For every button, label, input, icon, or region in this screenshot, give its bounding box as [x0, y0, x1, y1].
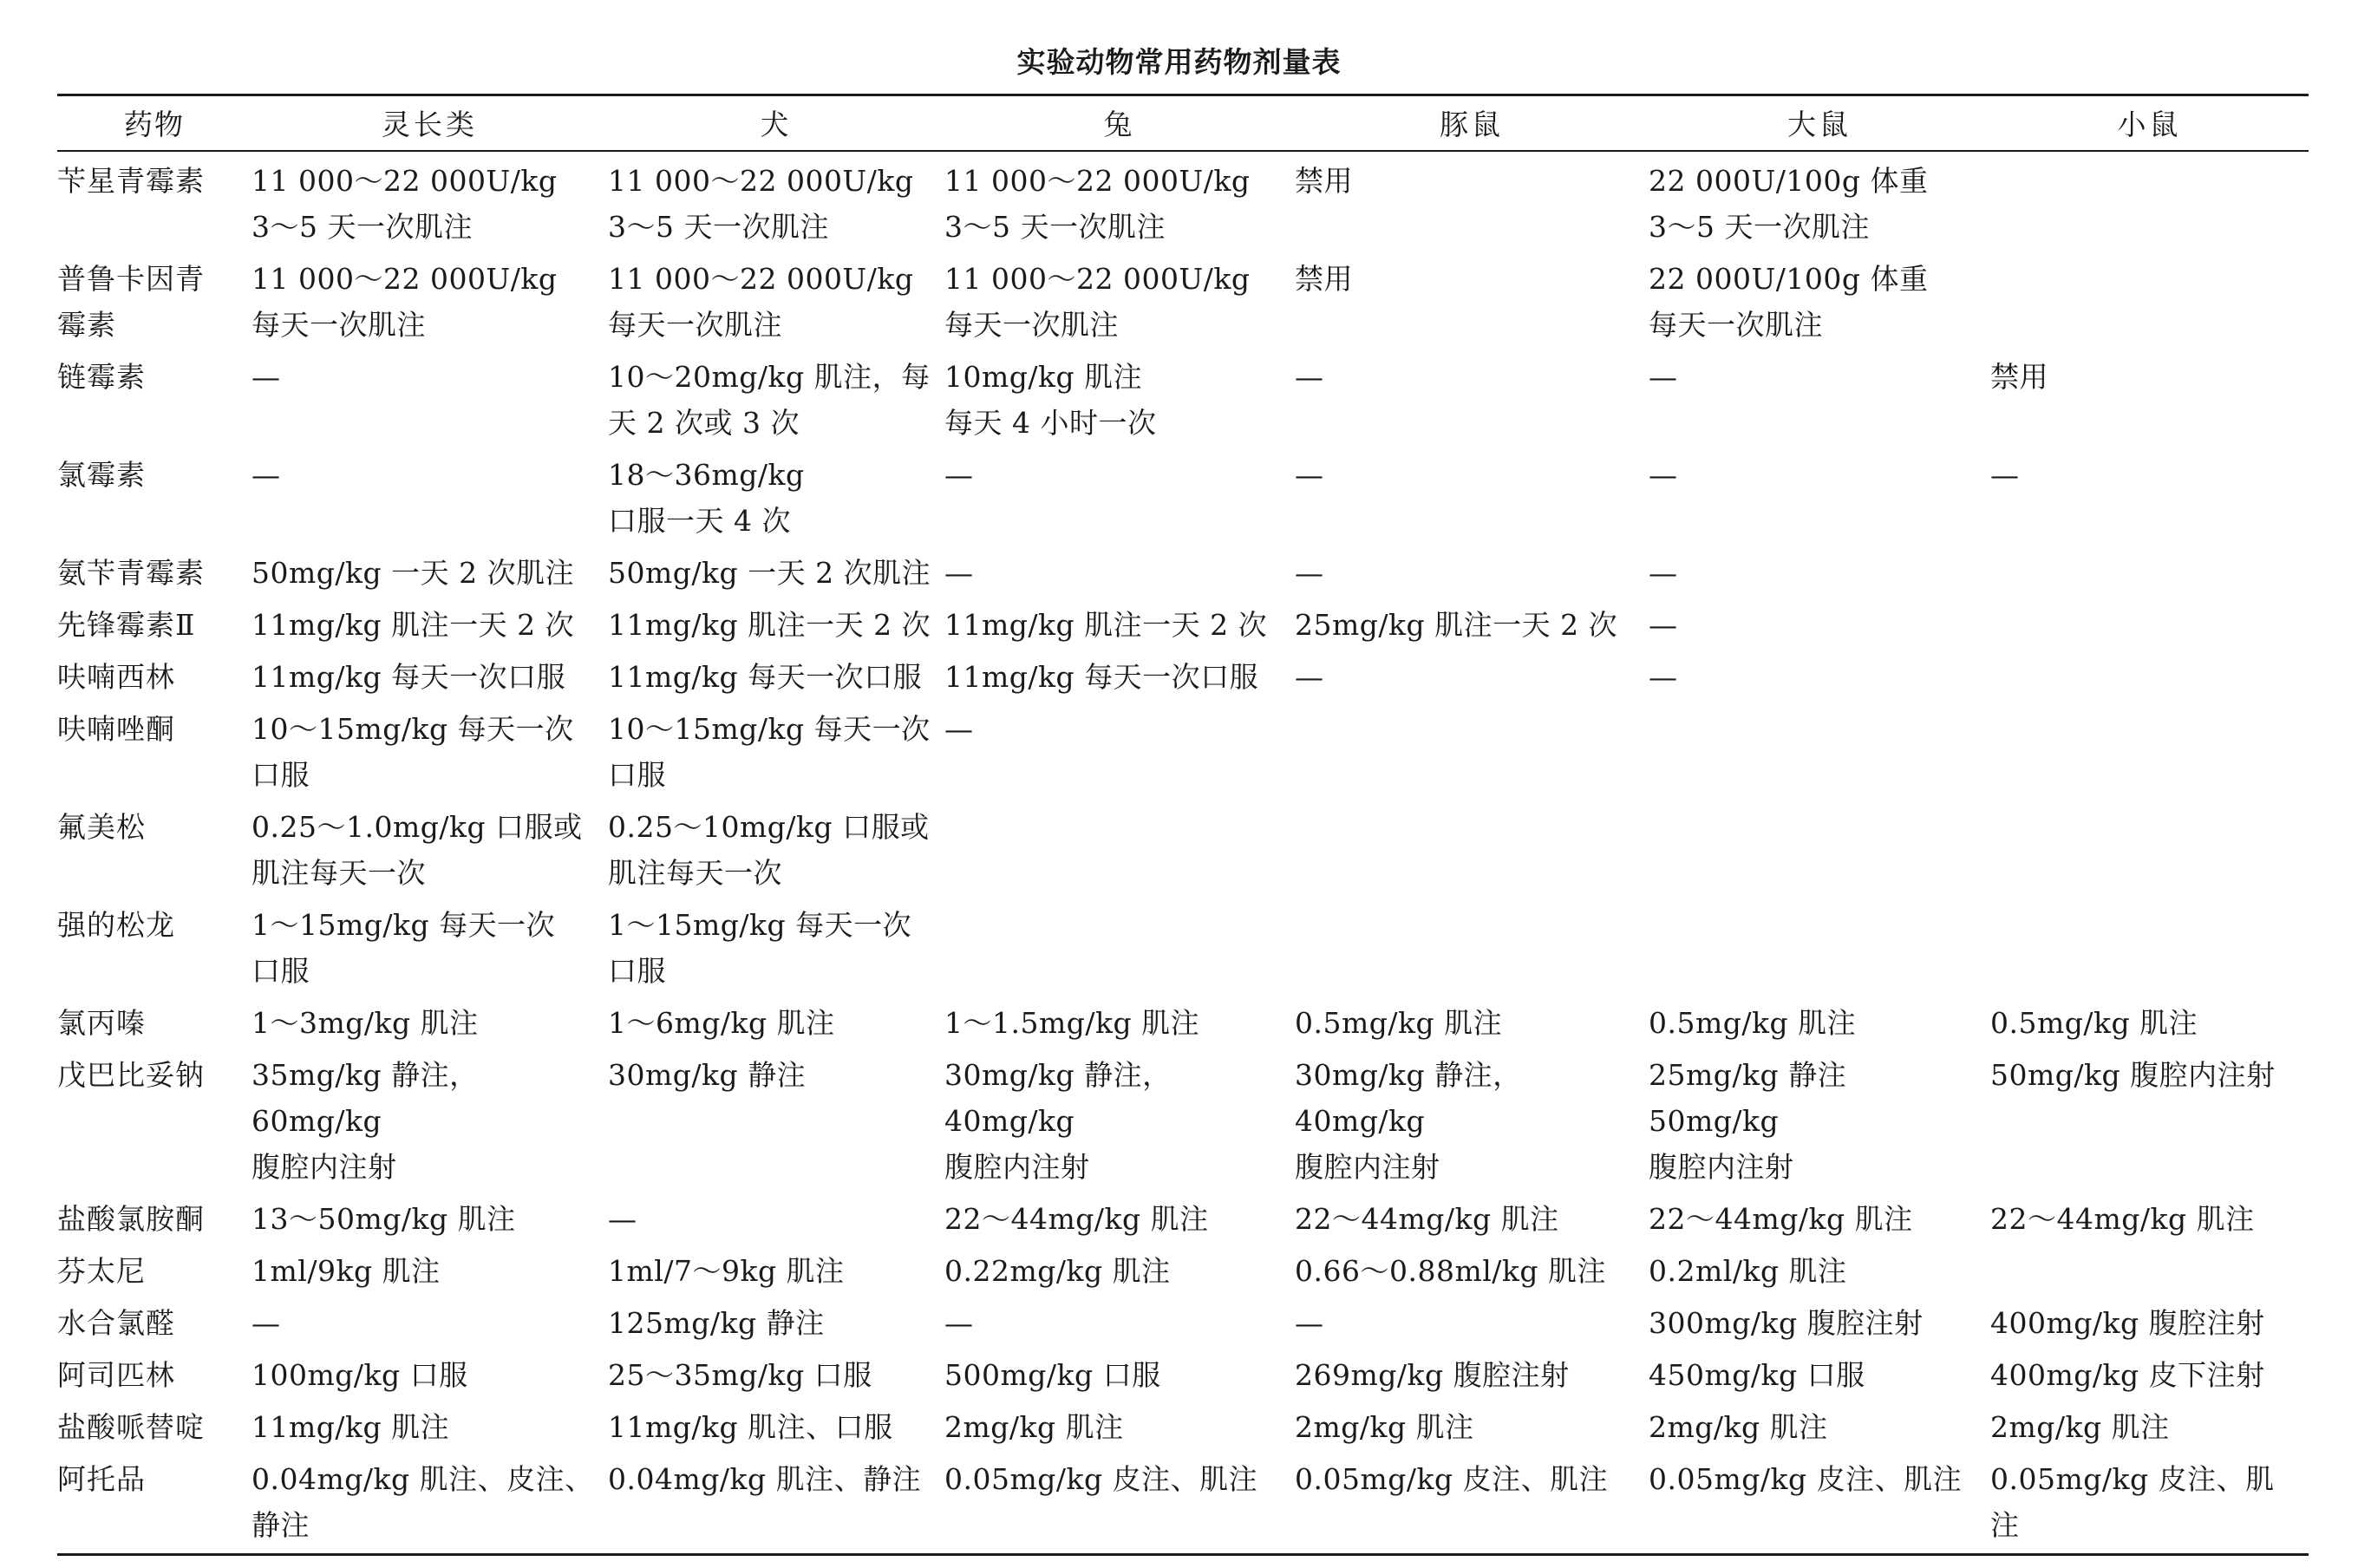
dose-cell-rabbit: 11 000～22 000U/kg 每天一次肌注: [944, 261, 1251, 342]
table-row: [57, 1190, 2309, 1242]
drug-name-cell: 盐酸氯胺酮: [57, 1201, 205, 1236]
dose-cell-primates: 11mg/kg 肌注一天 2 次: [251, 607, 575, 642]
dose-cell-guinea-pig: [1295, 700, 1649, 798]
drug-name-cell: 阿司匹林: [57, 1357, 175, 1392]
dose-cell-rat: —: [1649, 659, 1678, 694]
drug-name-cell: 戊巴比妥钠: [57, 1057, 205, 1092]
dose-cell-primates: 13～50mg/kg 肌注: [251, 1201, 516, 1236]
dose-cell-primates: 10～15mg/kg 每天一次 口服: [251, 711, 574, 792]
dose-cell-rat: —: [1649, 607, 1678, 642]
dose-cell-guinea-pig: —: [1295, 457, 1324, 492]
dose-cell-dog: —: [608, 1201, 637, 1236]
column-header-mouse: 小鼠: [1990, 95, 2309, 151]
dose-cell-dog: 0.04mg/kg 肌注、静注: [608, 1450, 944, 1555]
dose-cell-rabbit: 11mg/kg 每天一次口服: [944, 659, 1259, 694]
drug-name-cell: 氟美松: [57, 809, 146, 844]
table-row: [57, 544, 2309, 596]
dose-cell-mouse: [1990, 250, 2309, 348]
dose-cell-rat: 22～44mg/kg 肌注: [1649, 1201, 1913, 1236]
table-row: [57, 250, 2309, 348]
table-row: [57, 1346, 2309, 1398]
dose-cell-rat: —: [1649, 555, 1678, 590]
table-row: [57, 994, 2309, 1046]
dose-cell-rat: 22 000U/100g 体重 3～5 天一次肌注: [1649, 163, 1929, 244]
dose-cell-guinea-pig: —: [1295, 359, 1324, 394]
dose-cell-mouse: 22～44mg/kg 肌注: [1990, 1201, 2255, 1236]
dose-cell-rabbit: 0.22mg/kg 肌注: [944, 1253, 1171, 1288]
dose-cell-mouse: [1990, 1242, 2309, 1294]
column-header-rat: 大鼠: [1649, 95, 1990, 151]
dose-cell-dog: 11 000～22 000U/kg 3～5 天一次肌注: [608, 163, 914, 244]
dose-cell-rabbit: —: [944, 711, 974, 746]
column-header-primates: 灵长类: [251, 95, 608, 151]
dose-cell-rat: 0.2ml/kg 肌注: [1649, 1253, 1847, 1288]
dose-cell-primates: 100mg/kg 口服: [251, 1357, 468, 1392]
dose-cell-rabbit: 10mg/kg 肌注 每天 4 小时一次: [944, 359, 1157, 440]
dose-cell-dog: 11mg/kg 肌注一天 2 次: [608, 607, 931, 642]
table-row: [57, 798, 2309, 896]
dose-cell-primates: 50mg/kg 一天 2 次肌注: [251, 555, 575, 590]
dose-cell-primates: —: [251, 359, 281, 394]
dose-cell-primates: 11mg/kg 每天一次口服: [251, 659, 566, 694]
drug-name-cell: 链霉素: [57, 359, 146, 394]
dose-cell-guinea-pig: 22～44mg/kg 肌注: [1295, 1201, 1559, 1236]
dose-cell-rat: —: [1649, 359, 1678, 394]
drug-name-cell: 先锋霉素Ⅱ: [57, 607, 196, 642]
drug-name-cell: 氨苄青霉素: [57, 555, 205, 590]
dose-cell-rabbit: 500mg/kg 口服: [944, 1357, 1161, 1392]
dose-cell-mouse: [1990, 596, 2309, 648]
dose-cell-rabbit: —: [944, 1305, 974, 1340]
dose-cell-primates: 0.04mg/kg 肌注、皮注、 静注: [251, 1450, 608, 1555]
dose-cell-mouse: —: [1990, 457, 2020, 492]
table-row: [57, 1294, 2309, 1346]
dose-cell-guinea-pig: 30mg/kg 静注，40mg/kg 腹腔内注射: [1295, 1057, 1522, 1184]
dose-cell-primates: 0.25～1.0mg/kg 口服或 肌注每天一次: [251, 809, 583, 890]
dose-cell-primates: —: [251, 1305, 281, 1340]
dose-cell-rat: 300mg/kg 腹腔注射: [1649, 1305, 1924, 1340]
dose-cell-mouse: [1990, 151, 2309, 250]
dose-cell-primates: —: [251, 457, 281, 492]
dose-cell-rat: 450mg/kg 口服: [1649, 1357, 1865, 1392]
drug-name-cell: 苄星青霉素: [57, 163, 205, 198]
dose-cell-guinea-pig: [1295, 798, 1649, 896]
dose-cell-rat: [1649, 896, 1990, 994]
dose-cell-dog: 11 000～22 000U/kg 每天一次肌注: [608, 261, 914, 342]
dose-cell-mouse: [1990, 798, 2309, 896]
table-row: [57, 348, 2309, 446]
dose-cell-mouse: 50mg/kg 腹腔内注射: [1990, 1057, 2276, 1092]
table-row: [57, 1450, 2309, 1555]
dose-cell-dog: 50mg/kg 一天 2 次肌注: [608, 555, 931, 590]
table-row: [57, 648, 2309, 700]
header-row: [57, 95, 2309, 151]
dose-cell-guinea-pig: [1295, 896, 1649, 994]
dose-cell-rabbit: 1～1.5mg/kg 肌注: [944, 1005, 1200, 1040]
dose-cell-guinea-pig: 0.05mg/kg 皮注、肌注: [1295, 1450, 1649, 1555]
drug-name-cell: 呋喃西林: [57, 659, 175, 694]
dose-cell-rat: 25mg/kg 静注 50mg/kg 腹腔内注射: [1649, 1057, 1847, 1184]
dose-cell-mouse: 0.5mg/kg 肌注: [1990, 1005, 2198, 1040]
dose-cell-mouse: 2mg/kg 肌注: [1990, 1409, 2170, 1444]
dose-cell-dog: 11mg/kg 肌注、口服: [608, 1409, 893, 1444]
dose-cell-rat: —: [1649, 457, 1678, 492]
page-title: 实验动物常用药物剂量表: [1016, 45, 1342, 79]
dose-cell-guinea-pig: 25mg/kg 肌注一天 2 次: [1295, 607, 1618, 642]
dose-cell-mouse: 0.05mg/kg 皮注、肌注: [1990, 1450, 2309, 1555]
drug-name-cell: 芬太尼: [57, 1253, 146, 1288]
dose-cell-primates: 1～3mg/kg 肌注: [251, 1005, 479, 1040]
dose-cell-rabbit: —: [944, 555, 974, 590]
dose-cell-rat: [1649, 798, 1990, 896]
table-row: [57, 151, 2309, 250]
drug-dosage-table: [57, 94, 2309, 1556]
dose-cell-dog: 10～20mg/kg 肌注，每 天 2 次或 3 次: [608, 359, 931, 440]
dose-cell-dog: 30mg/kg 静注: [608, 1057, 807, 1092]
dose-cell-rabbit: 11 000～22 000U/kg 3～5 天一次肌注: [944, 163, 1251, 244]
dose-cell-guinea-pig: 0.5mg/kg 肌注: [1295, 1005, 1503, 1040]
dose-cell-mouse: 400mg/kg 腹腔注射: [1990, 1305, 2265, 1340]
dose-cell-dog: 125mg/kg 静注: [608, 1305, 825, 1340]
table-body: [57, 151, 2309, 1555]
dose-cell-primates: 35mg/kg 静注，60mg/kg 腹腔内注射: [251, 1057, 479, 1184]
dose-cell-mouse: [1990, 648, 2309, 700]
drug-name-cell: 普鲁卡因青 霉素: [57, 261, 205, 342]
dose-cell-rabbit: 2mg/kg 肌注: [944, 1409, 1124, 1444]
table-header: [57, 95, 2309, 151]
dose-cell-primates: 1ml/9kg 肌注: [251, 1253, 441, 1288]
drug-name-cell: 盐酸哌替啶: [57, 1409, 205, 1444]
table-row: [57, 700, 2309, 798]
dose-cell-guinea-pig: 269mg/kg 腹腔注射: [1295, 1357, 1570, 1392]
dose-cell-rabbit: 22～44mg/kg 肌注: [944, 1201, 1209, 1236]
table-row: [57, 596, 2309, 648]
drug-name-cell: 强的松龙: [57, 907, 175, 942]
dose-cell-rat: [1649, 700, 1990, 798]
dose-cell-dog: 11mg/kg 每天一次口服: [608, 659, 923, 694]
dose-cell-mouse: 禁用: [1990, 359, 2048, 394]
dose-cell-guinea-pig: —: [1295, 555, 1324, 590]
dose-cell-mouse: [1990, 544, 2309, 596]
dose-cell-guinea-pig: 禁用: [1295, 163, 1353, 198]
drug-name-cell: 氯霉素: [57, 457, 146, 492]
dose-cell-dog: 1～6mg/kg 肌注: [608, 1005, 835, 1040]
dose-cell-rabbit: 0.05mg/kg 皮注、肌注: [944, 1450, 1295, 1555]
drug-name-cell: 阿托品: [57, 1450, 251, 1555]
drug-name-cell: 呋喃唑酮: [57, 711, 175, 746]
dose-cell-guinea-pig: 2mg/kg 肌注: [1295, 1409, 1474, 1444]
dose-cell-mouse: [1990, 896, 2309, 994]
drug-name-cell: 水合氯醛: [57, 1305, 175, 1340]
table-row: [57, 446, 2309, 544]
dose-cell-dog: 25～35mg/kg 口服: [608, 1357, 872, 1392]
dose-cell-rabbit: [944, 798, 1295, 896]
column-header-drug: 药物: [57, 95, 251, 151]
column-header-dog: 犬: [608, 95, 944, 151]
dose-cell-mouse: [1990, 700, 2309, 798]
dose-cell-rat: 2mg/kg 肌注: [1649, 1409, 1828, 1444]
drug-name-cell: 氯丙嗪: [57, 1005, 146, 1040]
dose-cell-rat: 0.05mg/kg 皮注、肌注: [1649, 1450, 1990, 1555]
column-header-rabbit: 兔: [944, 95, 1295, 151]
dose-cell-mouse: 400mg/kg 皮下注射: [1990, 1357, 2265, 1392]
dose-cell-guinea-pig: —: [1295, 1305, 1324, 1340]
dose-cell-rabbit: —: [944, 457, 974, 492]
dose-cell-dog: 18～36mg/kg 口服一天 4 次: [608, 457, 805, 538]
dose-cell-guinea-pig: 0.66～0.88ml/kg 肌注: [1295, 1253, 1607, 1288]
dose-cell-guinea-pig: —: [1295, 659, 1324, 694]
table-row: [57, 1242, 2309, 1294]
table-row: [57, 1398, 2309, 1450]
dose-cell-rabbit: [944, 896, 1295, 994]
dose-cell-rabbit: 11mg/kg 肌注一天 2 次: [944, 607, 1268, 642]
dose-cell-rat: 22 000U/100g 体重 每天一次肌注: [1649, 261, 1929, 342]
dose-cell-rat: 0.5mg/kg 肌注: [1649, 1005, 1857, 1040]
dose-cell-rabbit: 30mg/kg 静注，40mg/kg 腹腔内注射: [944, 1057, 1172, 1184]
dose-cell-dog: 1～15mg/kg 每天一次 口服: [608, 907, 912, 988]
table-row: [57, 1046, 2309, 1190]
dose-cell-dog: 10～15mg/kg 每天一次 口服: [608, 711, 931, 792]
dose-cell-primates: 1～15mg/kg 每天一次 口服: [251, 907, 556, 988]
dose-cell-dog: 0.25～10mg/kg 口服或 肌注每天一次: [608, 809, 930, 890]
dose-cell-primates: 11mg/kg 肌注: [251, 1409, 450, 1444]
column-header-guinea-pig: 豚鼠: [1295, 95, 1649, 151]
dose-cell-guinea-pig: 禁用: [1295, 261, 1353, 296]
dose-cell-primates: 11 000～22 000U/kg 每天一次肌注: [251, 261, 558, 342]
table-row: [57, 896, 2309, 994]
dose-cell-primates: 11 000～22 000U/kg 3～5 天一次肌注: [251, 163, 558, 244]
dose-cell-dog: 1ml/7～9kg 肌注: [608, 1253, 845, 1288]
